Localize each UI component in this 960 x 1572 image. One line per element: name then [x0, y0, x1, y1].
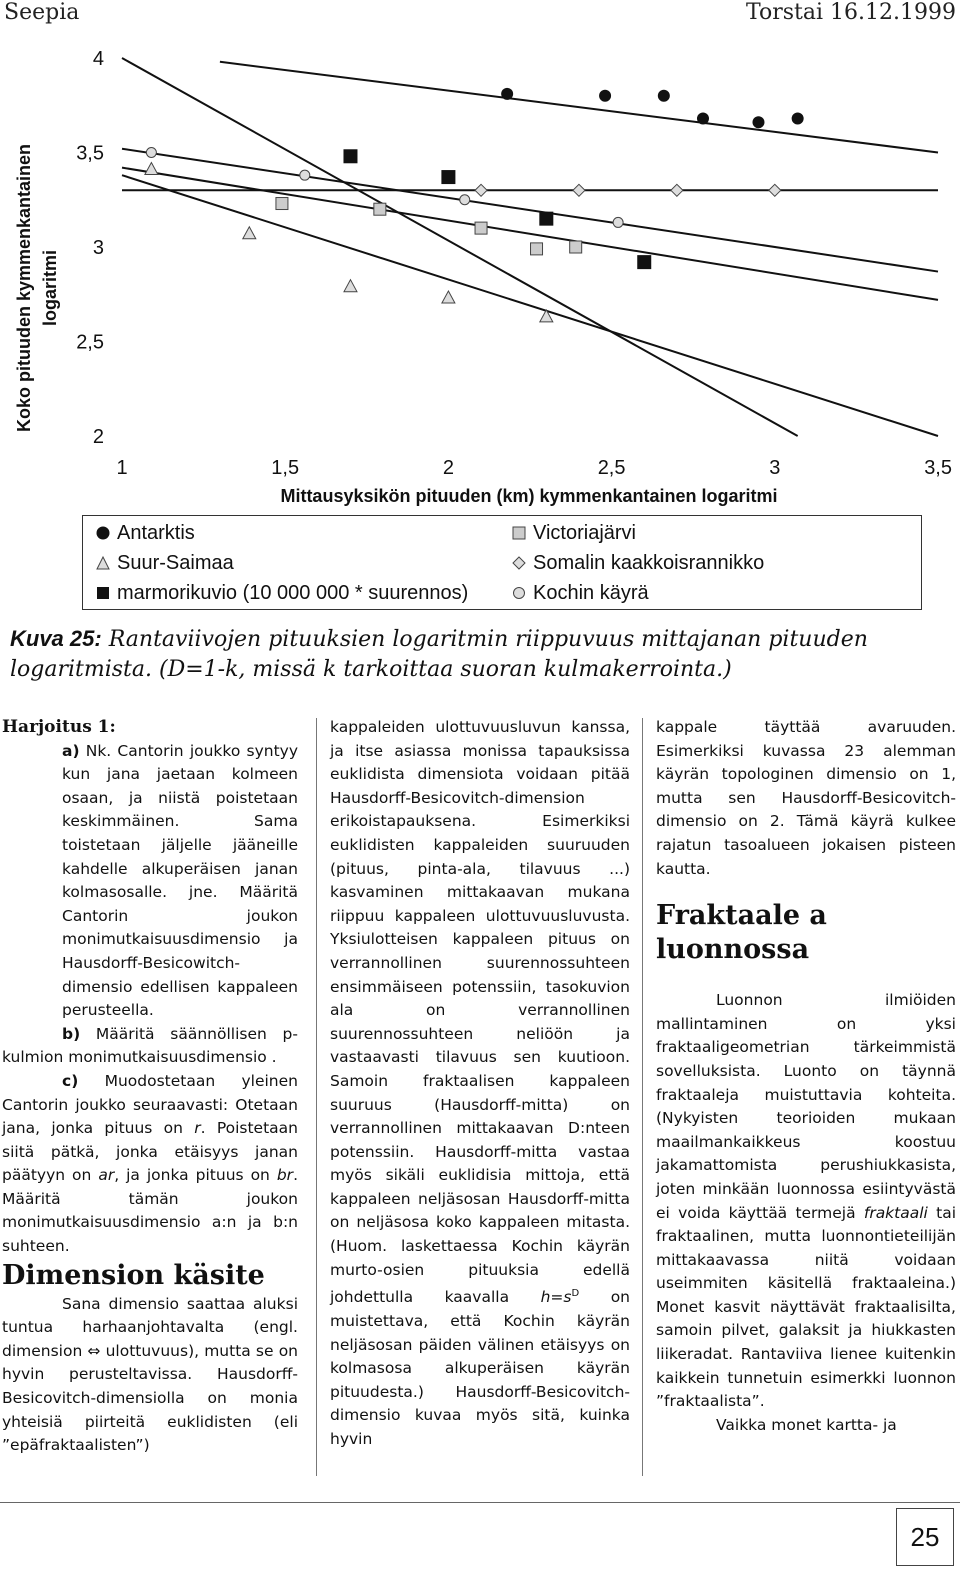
fit-lines — [122, 58, 938, 436]
data-point — [613, 217, 623, 227]
fit-line — [122, 149, 938, 272]
y-tick-label: 2 — [92, 426, 104, 448]
data-point — [658, 90, 670, 102]
paragraph-dimension: Sana dimensio saattaa aluksi tuntua harhaanjohtavalta (engl. dimension ⇔ ulottuvuus), mutta se on hyvin perusteltavissa. Hausdorff-Besicovitch-dimensiolla on monia yhteisiä piirteitä euklidisten (eli ”epäfraktaalisten”) — [2, 1294, 298, 1455]
diamond-open-icon — [511, 555, 527, 571]
exercise-b: b) Määritä säännöllisen p-kulmion monimutkaisuusdimensio . — [2, 1024, 298, 1067]
column-divider — [642, 718, 643, 1476]
legend-label: Somalin kaakkoisrannikko — [533, 551, 765, 574]
data-point — [276, 198, 288, 210]
section-title-nature: Fraktaale a luonnossa — [656, 900, 827, 966]
data-point — [475, 222, 487, 234]
data-point — [570, 241, 582, 253]
circle-filled-icon — [95, 525, 111, 541]
data-point — [442, 291, 455, 303]
fit-line — [122, 168, 938, 300]
legend-label: Suur-Saimaa — [117, 551, 234, 574]
x-tick-label: 3 — [769, 457, 781, 479]
exercise-c: c) Muodostetaan yleinen Cantorin joukko seuraavasti: Otetaan jana, jonka pituus on r. Poistetaan siitä pätkä, jonka etäisyys janan päätyyn on ar, ja jonka pituus on br. Määritä tämän joukon monimutkaisuusdimensio a:n ja b:n suhteen. — [2, 1071, 298, 1256]
data-point — [752, 116, 764, 128]
data-point — [531, 243, 543, 255]
legend-label: Antarktis — [117, 521, 195, 544]
data-point — [637, 255, 651, 269]
exercise-a: a) Nk. Cantorin joukko syntyy kun jana jaetaan kolmeen osaan, ja niistä poistetaan keskimmäinen. Sama toistetaan jäljelle jääneille kahdelle alkuperäisen janan kolmasosalle. jne. Määritä Cantorin joukon monimutkaisuusdimensio ja Hausdorff-Besicowitch-dimensio edellisen kappaleen perusteella. — [62, 741, 298, 1020]
data-point — [243, 227, 256, 239]
data-point — [441, 170, 455, 184]
legend-label: Kochin käyrä — [533, 581, 649, 604]
y-tick-label: 3,5 — [76, 142, 104, 165]
data-point — [374, 203, 386, 215]
y-tick-label: 3 — [92, 237, 104, 259]
data-point — [599, 90, 611, 102]
data-point — [300, 170, 310, 180]
y-tick-label: 4 — [92, 48, 104, 70]
caption-label: Kuva 25: — [10, 626, 102, 651]
data-point — [539, 212, 553, 226]
legend-item-suur-saimaa — [95, 548, 234, 578]
circle-open-icon — [511, 585, 527, 601]
column-3 — [656, 716, 956, 1437]
data-point — [344, 280, 357, 292]
square-filled-icon — [95, 585, 111, 601]
paragraph-space-filling: kappale täyttää avaruuden. Esimerkiksi kuvassa 23 alemman käyrän topologinen dimensio on 1, mutta sen Hausdorff-Besicovitch-dimensio on 2. Tämä käyrä kulkee rajatun tasoalueen jokaisen pisteen kautta. — [656, 718, 956, 878]
chart-legend — [82, 515, 922, 610]
square-open-icon — [511, 525, 527, 541]
y-tick-label: 2,5 — [76, 331, 104, 354]
y-axis-title-line1: Koko pituuden kymmenkantainen — [14, 143, 34, 433]
column-1 — [2, 716, 298, 1458]
figure-caption — [10, 624, 950, 685]
log-log-chart — [0, 30, 960, 510]
paragraph-nature: Luonnon ilmiöiden mallintaminen on yksi fraktaaligeometrian tärkeimmistä sovelluksista. Luonto on täynnä fraktaaleja muistuttavia kohteita. (Nykyisten teorioiden mukaan maailmankaikkeus koostuu jakamattomista perushiukkasista, joten minkään luonnossa esiintyvästä ei voida käyttää termejä fraktaali tai fraktaalinen, mutta luonnontieteilijän mittakaavassa niitä voidaan useimmiten käsitellä fraktaaleina.) Monet kasvit näyttävät fraktaalisilta, samoin pilvet, galaksit ja hiukkasten liikeradat. Rantaviiva lienee kuitenkin kaikkein tunnetuin esimerkki luonnon ”fraktaalista”. — [656, 991, 956, 1411]
data-point — [343, 149, 357, 163]
legend-item-marmorikuvio — [95, 578, 468, 608]
y-axis-title-line2: logaritmi — [40, 249, 60, 327]
x-tick-label: 3,5 — [924, 457, 952, 479]
x-axis-title: Mittausyksikön pituuden (km) kymmenkantainen logaritmi — [280, 486, 778, 506]
fit-line — [122, 58, 798, 436]
exercise-title: Harjoitus 1: — [2, 717, 116, 737]
legend-label: marmorikuvio (10 000 000 * suurennos) — [117, 581, 469, 604]
data-point — [792, 112, 804, 124]
column-2 — [330, 716, 630, 1452]
x-tick-label: 1,5 — [271, 457, 300, 479]
data-point — [146, 148, 156, 158]
footer-rule — [0, 1502, 960, 1503]
data-point — [573, 184, 585, 196]
paragraph-hausdorff: kappaleiden ulottuvuusluvun kanssa, ja itse asiassa monissa tapauksissa euklidista dimensiota voidaan pitää Hausdorff-Besicovitch-dimension erikoistapauksena. Esimerkiksi euklidisten kappaleiden suuruuden (pituus, pinta-ala, tilavuus ...) kasvaminen mittakaavan mukana riippuu kappaleen ulottuvuusluvusta. Yksiulotteisen kappaleen pituus on verrannollinen suurennossuhteen ensimmäiseen potenssiin, tasokuvion ala on verrannollinen suurennossuhteen neliöön ja vastaavasti tilavuus sen kuutioon. Samoin fraktaalisen kappaleen suuruus (Hausdorff-mitta) on verrannollinen mittakaavan D:nteen potenssiin. Hausdorff-mitta vastaa myös sikäli euklidisia mittoja, että kappaleen neljäsosan Hausdorff-mitta on neljäsosa koko kappaleen mitasta. (Huom. laskettaessa Kochin käyrän murto-osien pituuksia edellä johdettulla kaavalla $h=s^D$ on muistettava, että Kochin käyrän neljäsosan päiden välinen etäisyys on kolmasosa alkuperäisen käyrän pituudesta.) Hausdorff-Besicovitch-dimensio kuvaa myös sitä, kuinka hyvin — [330, 718, 630, 1448]
data-point — [697, 112, 709, 124]
data-point — [671, 184, 683, 196]
legend-item-somalin-kaakkoisrannikko — [511, 548, 764, 578]
column-divider — [316, 718, 317, 1476]
header-section-name: Seepia — [4, 0, 80, 25]
legend-label: Victoriajärvi — [533, 521, 636, 544]
fit-line — [122, 175, 938, 436]
section-title-dimension: Dimension käsite — [2, 1259, 265, 1291]
legend-item-antarktis — [95, 518, 195, 548]
legend-item-kochin-kayra — [511, 578, 649, 608]
data-point — [145, 163, 158, 175]
legend-item-victoriajarvi — [511, 518, 636, 548]
x-tick-label: 2,5 — [597, 457, 626, 479]
triangle-open-icon — [95, 555, 111, 571]
page-number: 25 — [896, 1508, 954, 1566]
x-tick-label: 2 — [442, 457, 454, 479]
data-point — [460, 195, 470, 205]
x-axis-ticks — [116, 457, 952, 479]
data-point — [501, 88, 513, 100]
x-tick-label: 1 — [116, 457, 128, 479]
caption-text: Rantaviivojen pituuksien logaritmin riippuvuus mittajanan pituuden logaritmista. (D=1-k, missä k tarkoittaa suoran kulmakerrointa.) — [10, 627, 868, 682]
data-point — [769, 184, 781, 196]
y-axis-ticks — [76, 48, 104, 448]
paragraph-maps: Vaikka monet kartta- ja — [716, 1415, 897, 1434]
header-date: Torstai 16.12.1999 — [746, 0, 956, 25]
data-point — [475, 184, 487, 196]
fit-line — [220, 62, 938, 153]
